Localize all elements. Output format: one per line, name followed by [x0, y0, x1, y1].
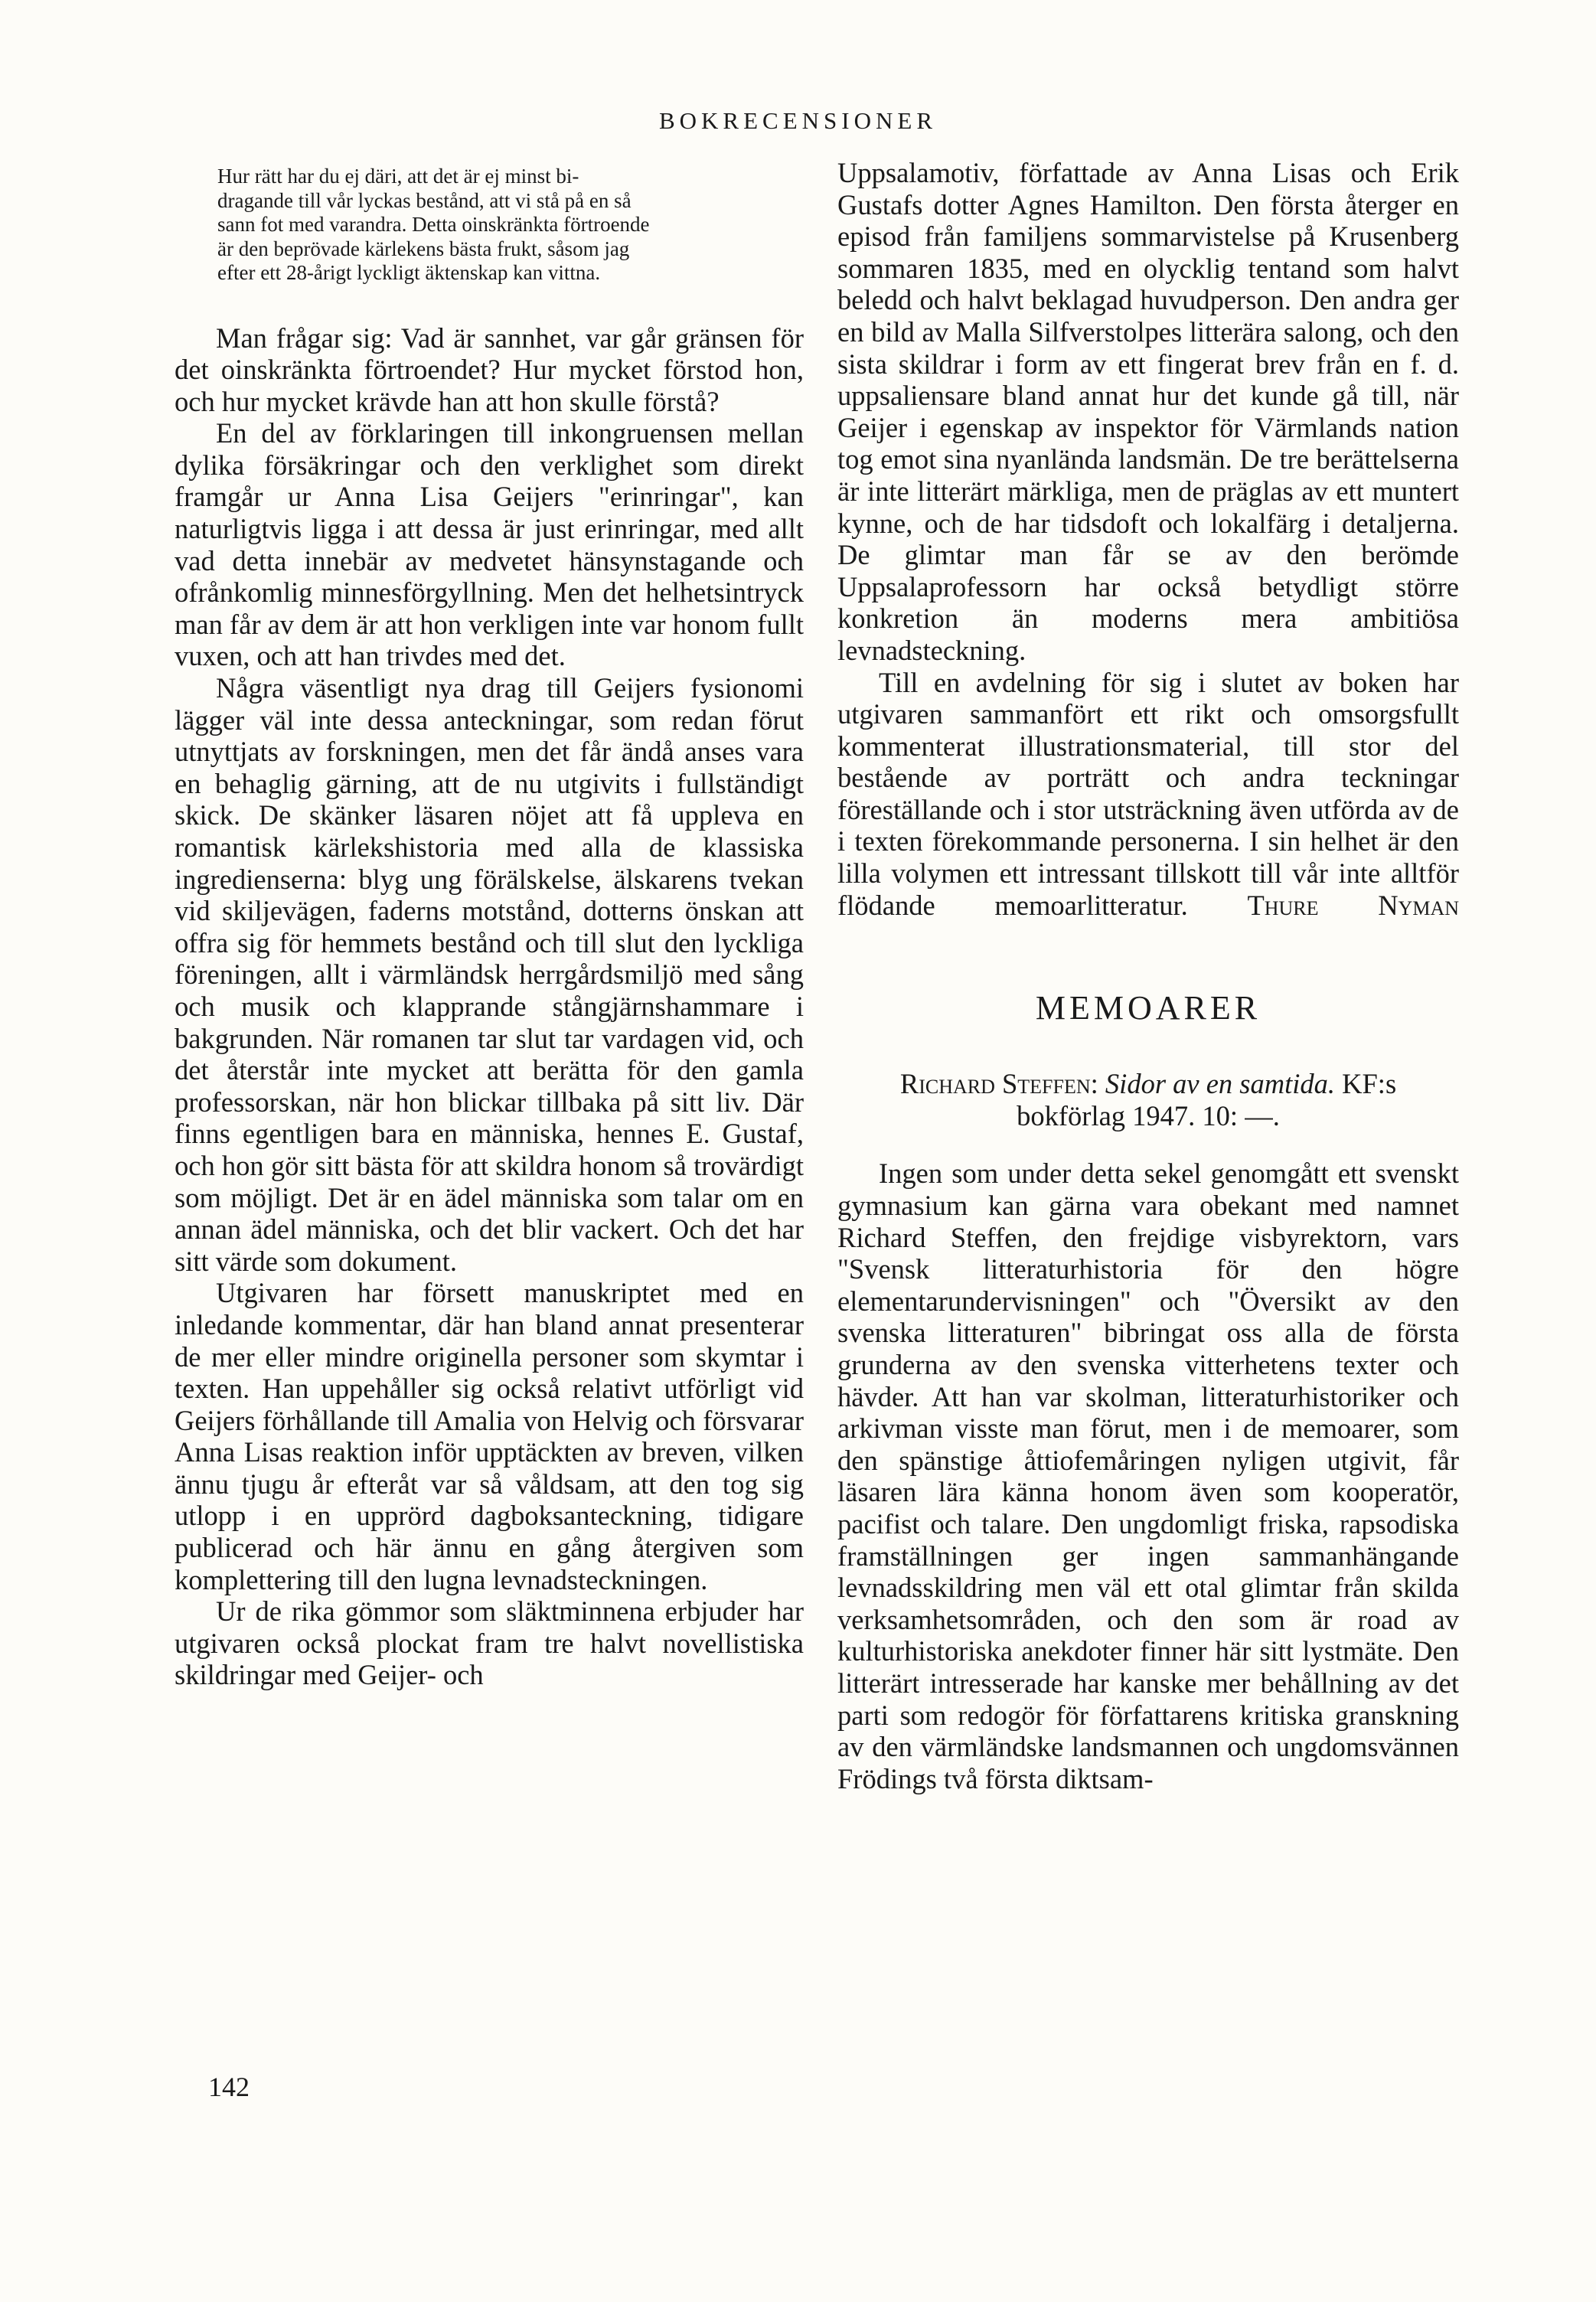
- body-text: Till en avdelning för sig i slutet av boken har utgivaren sammanfört ett rikt och omsorgsfullt kommenterat illustrationsmaterial, till stor del bestående av porträtt och andra teckningar föreställande och i stor utsträckning även utförda av de i texten förekommande personerna. I sin helhet är den lilla volymen ett intressant tillskott till vår inte alltför flödande memoarlitteratur.: [837, 666, 1459, 921]
- page-number: 142: [208, 2072, 250, 2102]
- body-paragraph: Ur de rika gömmor som släktminnena erbjuder har utgivaren också plockat fram tre halvt novellistiska skildringar med Geijer- och: [175, 1595, 804, 1691]
- quote-line: är den beprövade kärlekens bästa frukt, såsom jag: [217, 237, 630, 260]
- quote-line: Hur rätt har du ej däri, att det är ej minst bi-: [217, 165, 579, 188]
- body-paragraph: Uppsalamotiv, författade av Anna Lisas och Erik Gustafs dotter Agnes Hamilton. Den första återger en episod från familjens sommarvistelse på Krusenberg sommaren 1835, med en olycklig tentand som halvt beledd och halvt beklagad huvudperson. Den andra ger en bild av Malla Silfverstolpes litterära salong, och den sista skildrar i form av ett fingerat brev från en f. d. uppsaliensare bland annat hur det kunde gå till, när Geijer i egenskap av inspektor för Värmlands nation tog emot sina nyanlända landsmän. De tre berättelserna är inte litterärt märkliga, men de präglas av ett muntert kynne, och de har tidsdoft och lokalfärg i detaljerna. De glimtar man får se av den berömde Uppsalaprofessorn har också betydligt större konkretion än moderns mera ambitiösa levnadsteckning.: [837, 157, 1459, 666]
- body-paragraph: En del av förklaringen till inkongruensen mellan dylika försäkringar och den verklighet som direkt framgår ur Anna Lisa Geijers "erinringar", kan naturligtvis ligga i att dessa är just erinringar, med allt vad detta innebär av medvetet hänsynstagande och ofrånkomlig minnesförgyllning. Men det helhetsintryck man får av dem är att hon verkligen inte var honom fullt vuxen, och att han trivdes med det.: [175, 417, 804, 672]
- section-heading: MEMOARER: [1035, 989, 1261, 1027]
- body-paragraph: Man frågar sig: Vad är sannhet, var går gränsen för det oinskränkta förtroendet? Hur mycket förstod hon, och hur mycket krävde han att hon skulle förstå?: [175, 322, 804, 417]
- body-paragraph: Utgivaren har försett manuskriptet med en inledande kommentar, där han bland annat presenterar de mer eller mindre originella personer som skymtar i texten. Han uppehåller sig också relativt utförligt vid Geijers förhållande till Amalia von Helvig och försvarar Anna Lisas reaktion inför upptäckten av breven, vilken ännu tjugu år efteråt var så våldsam, att den tog sig utlopp i en upprörd dagboksanteckning, tidigare publicerad och här ännu en gång återgiven som komplettering till den lugna levnadsteckningen.: [175, 1277, 804, 1595]
- block-quote: [175, 165, 804, 286]
- right-column: [837, 157, 1459, 1794]
- reviewer-signature: Thure Nyman: [1247, 889, 1459, 921]
- quote-line: efter ett 28-årigt lyckligt äktenskap kan vittna.: [217, 261, 601, 284]
- body-paragraph: Ingen som under detta sekel genomgått ett svenskt gymnasium kan gärna vara obekant med namnet Richard Steffen, den frejdige visbyrektorn, vars "Svensk litteraturhistoria för den högre elementarundervisningen" och "Översikt av den svenska litteraturen" bibringat oss alla de första grunderna av den svenska vitterhetens texter och hävder. Att han var skolman, litteraturhistoriker och arkivman visste man förut, men i de memoarer, som den spänstige åttiofemåringen nyligen utgivit, får läsaren lära känna honom även som kooperatör, pacifist och talare. Den ungdomligt friska, rapsodiska framställningen ger ingen sammanhängande levnadsskildring men väl ett otal glimtar från skilda verksamhetsområden, och den som är road av kulturhistoriska anekdoter finner här sitt lystmäte. Den litterärt intresserade har kanske mer behållning av det parti som redogör för författarens kritiska granskning av den värmländske landsmannen och ungdomsvännen Frödings två första diktsam-: [837, 1158, 1459, 1794]
- book-reference: [837, 1068, 1459, 1131]
- book-title: Sidor av en samtida.: [1105, 1068, 1336, 1100]
- quote-line: dragande till vår lyckas bestånd, att vi stå på en så: [217, 188, 632, 212]
- author-colon: :: [1090, 1068, 1105, 1100]
- body-paragraph-with-signature: [837, 667, 1459, 922]
- book-publisher: KF:s: [1342, 1068, 1397, 1100]
- quote-line: sann fot med varandra. Detta oinskränkta förtroende: [217, 213, 650, 236]
- body-paragraph: Några väsentligt nya drag till Geijers fysionomi lägger väl inte dessa anteckningar, som redan förut utnyttjats av forskningen, men det får ändå anses vara en behaglig gärning, att de nu utgivits i fullständigt skick. De skänker läsaren nöjet att få uppleva en romantisk kärlekshistoria med alla de klassiska ingredienserna: blyg ung förälskelse, älskarens tvekan vid skiljevägen, faderns motstånd, dotterns önskan att offra sig för hemmets bestånd och till slut den lyckliga föreningen, allt i värmländsk herrgårdsmiljö med sång och musik och klapprande stångjärnshammare i bakgrunden. När romanen tar slut tar vardagen vid, och det återstår inte mycket att berätta för den gamla professorskan, när hon blickar tillbaka på sitt liv. Där finns egentligen bara en människa, hennes E. Gustaf, och hon gör sitt bästa för att skildra honom så trovärdigt som möjligt. Det är en ädel människa som talar om en annan ädel människa, och det blir vackert. Och det har sitt värde som dokument.: [175, 672, 804, 1277]
- book-author: Richard Steffen: [899, 1068, 1091, 1100]
- left-column: [175, 157, 804, 1691]
- book-publisher-details: bokförlag 1947. 10: —.: [1017, 1099, 1280, 1131]
- running-header: BOKRECENSIONER: [658, 107, 937, 134]
